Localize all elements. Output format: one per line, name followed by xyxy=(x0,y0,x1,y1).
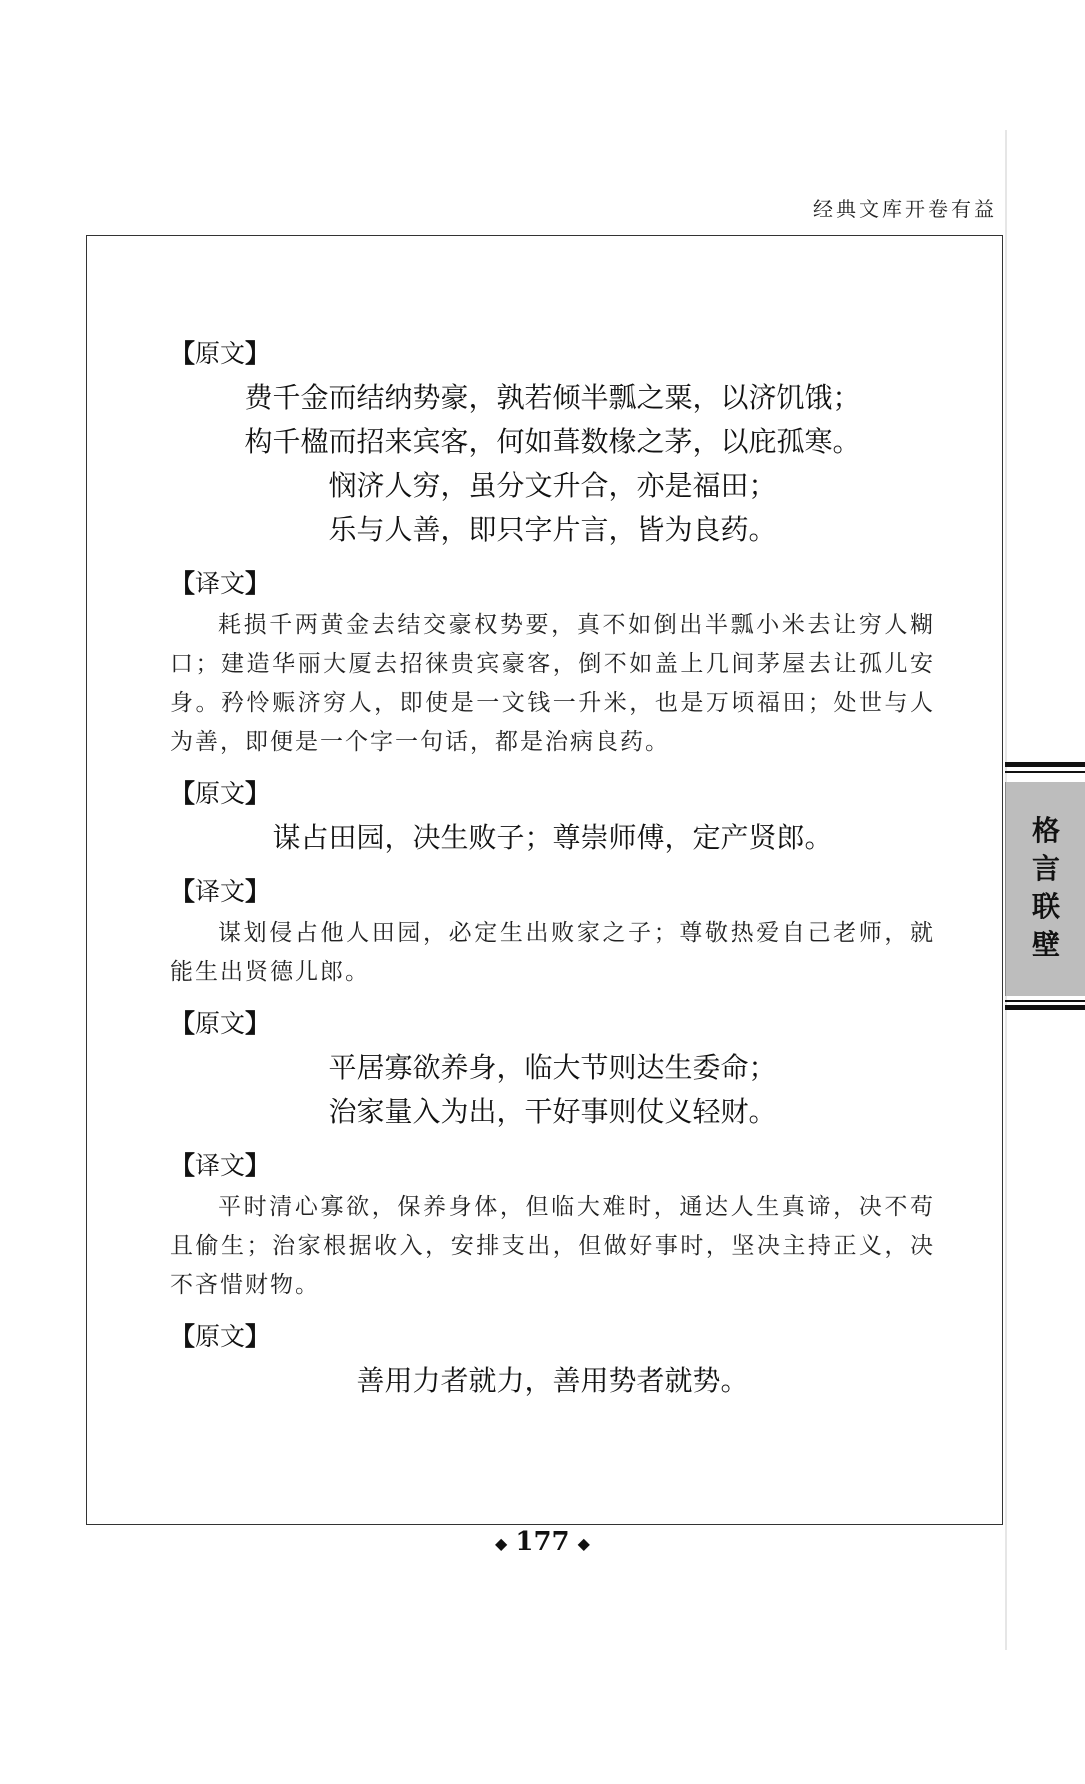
translation-paragraph: 谋划侵占他人田园，必定生出败家之子；尊敬热爱自己老师，就能生出贤德儿郎。 xyxy=(170,920,935,985)
original-text-section-4 xyxy=(170,1319,935,1403)
translation-paragraph: 平时清心寡欲，保养身体，但临大难时，通达人生真谛，决不苟且偷生；治家根据收入，安排支出，但做好事时，坚决主持正义，决不吝惜财物。 xyxy=(170,1194,935,1298)
translation-section-3 xyxy=(170,1148,935,1305)
tab-body xyxy=(1005,782,1085,996)
verse-block xyxy=(170,816,935,860)
verse-line: 平居寡欲养身，临大节则达生委命； xyxy=(328,1051,777,1084)
page-number-value: 177 xyxy=(515,1527,570,1557)
section-label: 【原文】 xyxy=(170,339,271,368)
page-number xyxy=(0,1527,1085,1557)
tab-title xyxy=(1006,812,1085,964)
verse-block xyxy=(170,376,935,552)
verse-line: 悯济人穷，虽分文升合，亦是福田； xyxy=(328,469,777,502)
section-label: 【原文】 xyxy=(170,1322,271,1351)
chapter-side-tab xyxy=(1005,762,1085,1016)
original-text-section-2 xyxy=(170,776,935,860)
verse-line: 构千楹而招来宾客，何如葺数椽之茅，以庇孤寒。 xyxy=(244,425,861,458)
tab-char: 言 xyxy=(1031,852,1060,885)
running-header: 经典文库开卷有益 xyxy=(813,197,997,221)
original-text-section-1 xyxy=(170,336,935,552)
tab-rule-bottom xyxy=(1005,1005,1085,1010)
verse-block xyxy=(170,1046,935,1134)
verse-line: 乐与人善，即只字片言，皆为良药。 xyxy=(328,513,777,546)
translation-section-2 xyxy=(170,874,935,992)
verse-line: 治家量入为出，干好事则仗义轻财。 xyxy=(328,1095,777,1128)
diamond-icon: ◆ xyxy=(495,1533,508,1553)
tab-char: 格 xyxy=(1031,814,1060,847)
section-label: 【译文】 xyxy=(170,569,271,598)
tab-rule-top-thin xyxy=(1005,771,1085,773)
original-text-section-3 xyxy=(170,1006,935,1134)
tab-rule-bottom-thin xyxy=(1005,1000,1085,1002)
section-label: 【原文】 xyxy=(170,779,271,808)
verse-line: 善用力者就力，善用势者就势。 xyxy=(356,1364,749,1397)
section-label: 【原文】 xyxy=(170,1009,271,1038)
diamond-icon: ◆ xyxy=(577,1533,590,1553)
verse-block xyxy=(170,1359,935,1403)
verse-line: 谋占田园，决生败子；尊崇师傅，定产贤郎。 xyxy=(272,821,833,854)
section-label: 【译文】 xyxy=(170,877,271,906)
section-label: 【译文】 xyxy=(170,1151,271,1180)
tab-rule-top xyxy=(1005,762,1085,767)
translation-section-1 xyxy=(170,566,935,762)
tab-char: 壁 xyxy=(1031,928,1060,961)
verse-line: 费千金而结纳势豪，孰若倾半瓢之粟，以济饥饿； xyxy=(244,381,861,414)
tab-char: 联 xyxy=(1031,890,1060,923)
translation-paragraph: 耗损千两黄金去结交豪权势要，真不如倒出半瓢小米去让穷人糊口；建造华丽大厦去招徕贵宾豪客，倒不如盖上几间茅屋去让孤儿安身。矜怜赈济穷人，即使是一文钱一升米，也是万顷福田；处世与人为善，即便是一个字一句话，都是治病良药。 xyxy=(170,612,935,755)
main-content xyxy=(170,336,935,1417)
